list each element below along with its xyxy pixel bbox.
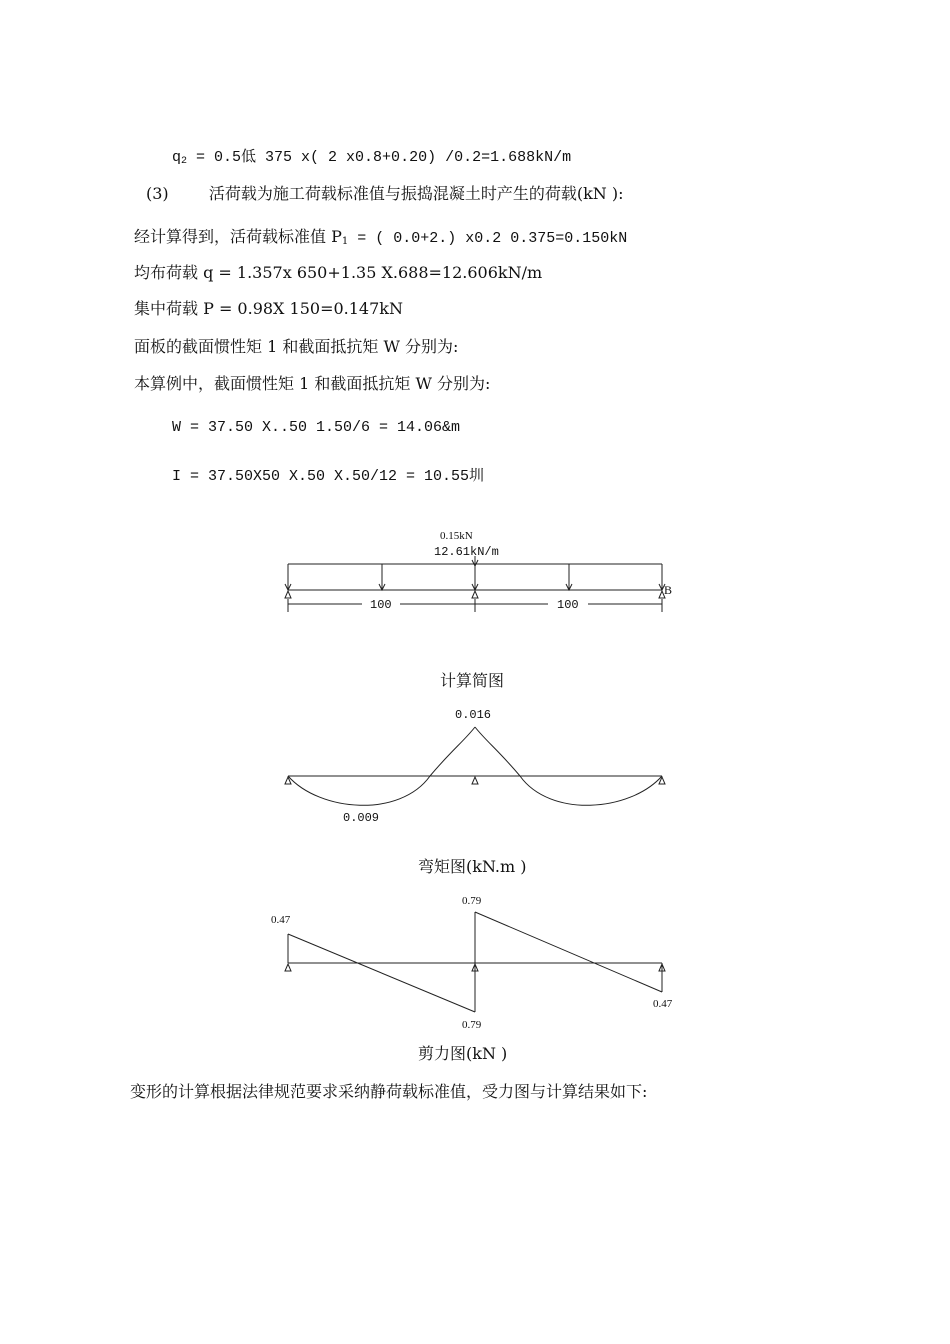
w-formula: W = 37.50 X..50 1.50/6 = 14.06&m bbox=[172, 419, 461, 436]
uniform-load-line: 均布荷载 q = 1.357x 650+1.35 X.688=12.606kN/m bbox=[134, 263, 543, 282]
shear-left-top: 0.47 bbox=[271, 914, 291, 926]
live-load-prefix: 经计算得到，活荷载标准值 P bbox=[134, 227, 342, 246]
moment-bottom-value: 0.009 bbox=[343, 811, 380, 825]
i-formula: I = 37.50X50 X.50 X.50/12 = 10.55圳 bbox=[172, 468, 485, 485]
example-intro-line: 本算例中，截面惯性矩 1 和截面抵抗矩 W 分别为: bbox=[134, 374, 491, 393]
item-3-text: 活荷载为施工荷载标准值与振捣混凝土时产生的荷载(kN ): bbox=[208, 184, 624, 203]
point-load-line: 集中荷载 P = 0.98X 150=0.147kN bbox=[134, 299, 403, 318]
live-load-subscript: 1 bbox=[341, 236, 349, 247]
shear-mid-top: 0.79 bbox=[462, 895, 482, 907]
q2-symbol: q bbox=[172, 149, 182, 166]
calc-diagram-caption: 计算简图 bbox=[440, 671, 505, 690]
shear-right-slope bbox=[475, 912, 662, 992]
end-label: B bbox=[664, 583, 673, 597]
q2-expression: = 0.5低 375 x( 2 x0.8+0.20) /0.2=1.688kN/m bbox=[187, 149, 572, 166]
item-3-number: (3) bbox=[146, 184, 169, 203]
span-right-label: 100 bbox=[557, 598, 579, 612]
deformation-line: 变形的计算根据法律规范要求采纳静荷载标准值，受力图与计算结果如下: bbox=[130, 1082, 648, 1101]
moment-diagram-caption: 弯矩图(kN.m ) bbox=[418, 857, 527, 876]
shear-support-left-icon bbox=[285, 964, 291, 971]
moment-top-value: 0.016 bbox=[455, 708, 492, 722]
point-load-label: 0.15kN bbox=[440, 530, 473, 542]
uniform-load-label: 12.61kN/m bbox=[434, 545, 499, 559]
span-left-label: 100 bbox=[370, 598, 392, 612]
shear-left-slope bbox=[288, 934, 475, 1012]
live-load-expression: = ( 0.0+2.) x0.2 0.375=0.150kN bbox=[348, 230, 628, 247]
q2-subscript: 2 bbox=[181, 156, 188, 167]
shear-right-bottom: 0.47 bbox=[653, 998, 673, 1010]
shear-diagram-caption: 剪力图(kN ) bbox=[418, 1044, 508, 1063]
section-intro-line: 面板的截面惯性矩 1 和截面抵抗矩 W 分别为: bbox=[134, 337, 459, 356]
shear-mid-bottom: 0.79 bbox=[462, 1019, 482, 1031]
